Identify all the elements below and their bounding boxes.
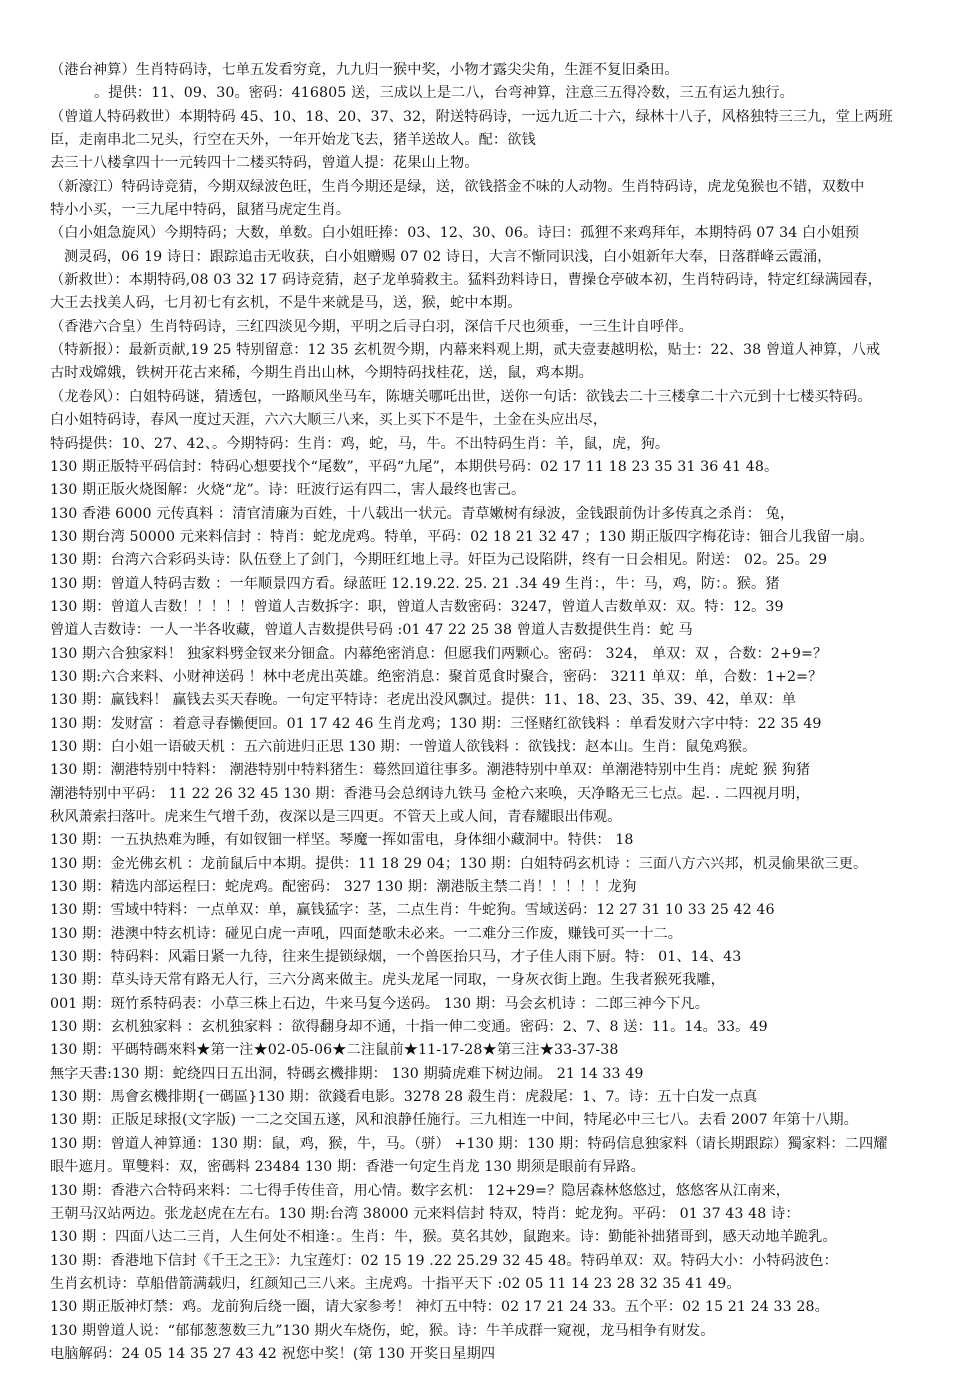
text-line: 特小小买，一三九尾中特码，鼠猪马虎定生肖。 [50, 202, 351, 219]
text-line: （新救世）：本期特码,08 03 32 17 码诗竞猜，赵子龙单骑救主。猛料劲料诗日，曹操仓亭破本初，生肖特码诗，特定红绿满园春， [50, 272, 882, 289]
text-line: 白小姐特码诗，春风一度过天涯，六六大顺三八来，买上买下不是牛，土金在头应出尽， [50, 412, 608, 429]
text-line: 生肖玄机诗：草船借箭满载归，红颜知己三八来。主虎鸡。十指平天下 :02 05 11 14 23 28 32 35 41 49。 [50, 1275, 741, 1292]
text-line: （香港六合皇）生肖特码诗，三红四淡见今期，平明之后寻白羽，深信千尺也须垂，一三生计自呼伴。 [50, 318, 693, 335]
text-line: 130 期：赢钱料！ 赢钱去买天春晚。一句定平特诗：老虎出没风飘过。提供：11、18、23、35、39、42，单双：单 [50, 692, 797, 709]
text-line: 130 期：台湾六合彩码头诗：队伍登上了剑门，今期旺红地上寻。奸臣为己设陷阱，终有一日会相见。附送： 02。25。29 [50, 552, 828, 569]
text-line: （白小姐急旋风）今期特码；大数，单数。白小姐旺捧：03、12、30、06。诗曰：孤狸不来鸡拜年，本期特码 07 34 白小姐预 [50, 225, 860, 242]
text-line: 130 期：玄机独家料 ：玄机独家料 ：欲得翻身却不通，十指一伸二变通。密码：2、7、8 送：11。14。33。49 [50, 1019, 768, 1036]
text-line: 130 期：香港地下信封《千王之王》：九宝莲灯：02 15 19 .22 25.29 32 45 48。特码单双：双。特码大小：小特码波色： [50, 1252, 838, 1269]
text-line: 130 期：一五执热难为睡，有如钗钿一样坚。琴魔一挥如雷电，身体细小藏洞中。特供： 18 [50, 832, 634, 849]
text-line: （港台神算）生肖特码诗，七单五发看穷竟，九九归一猴中奖，小物才露尖尖角，生涯不复旧桑田。 [50, 62, 679, 78]
text-line: 130 期：潮港特别中特料： 潮港特别中特料猪生：蓦然回道往事多。潮港特别中单双：单潮港特别中生肖：虎蛇 猴 狗猪 [50, 762, 811, 779]
text-line: 130 期：曾道人特码吉数 ：一年顺景四方看。绿蓝旺 12.19.22. 25. 21 .34 49 生肖：，牛：马，鸡，防：。猴。猪 [50, 575, 780, 592]
text-line: 130 期正版火烧图解：火烧“龙”。诗：旺波行运有四二，害人最终也害己。 [50, 482, 526, 499]
text-line: 130 期台湾 50000 元来料信封 ：特肖：蛇龙虎鸡。特单，平码：02 18 21 32 47 ；130 期正版四字梅花诗：钿合儿我留一扇。 [50, 528, 874, 545]
text-line: 130 期：金光佛玄机 ：龙前鼠后中本期。提供：11 18 29 04；130 期：白姐特码玄机诗 ：三面八方六兴邦，机灵偷果欲三更。 [50, 855, 868, 872]
text-line: 130 期：白小姐一语破天机 ：五六前进归正思 130 期：一曾道人欲钱料 ：欲钱找：赵本山。生肖：鼠兔鸡猴。 [50, 738, 757, 755]
text-line: 130 期：精选内部运程曰：蛇虎鸡。配密码： 327 130 期：潮港版主禁二肖！！！！！龙狗 [50, 879, 637, 896]
text-line: 电脑解码：24 05 14 35 27 43 42 祝您中奖！(第 130 开奖日星期四 [50, 1345, 496, 1362]
text-line: 130 期：港澳中特玄机诗：碰见白虎一声吼，四面楚歌未必来。一二难分三作废，赚钱可买一十二。 [50, 925, 683, 942]
text-line: 特码提供：10、27、42、。今期特码：生肖：鸡，蛇，马，牛。不出特码生肖：羊，鼠，虎，狗。 [50, 435, 670, 452]
text-line: 130 期曾道人说：“郁郁葱葱数三九”130 期火车烧伤，蛇，猴。诗：牛羊成群一窥视，龙马相争有财发。 [50, 1322, 715, 1339]
text-line: 130 期：曾道人吉数！！！！！曾道人吉数拆字：职，曾道人吉数密码：3247，曾道人吉数单双：双。特：12。39 [50, 598, 784, 615]
text-line: 130 期：特码料：风霜日紧一九待，往来生提锁绿烟，一个兽医抬只马，才子佳人雨下厨。特： 01、14、43 [50, 949, 742, 966]
text-line: 秋风萧索扫落叶。虎来生气增千劲，夜深以是三四更。不管天上或人间，青春耀眼出伟观。 [50, 809, 622, 825]
text-line: 测灵码，06 19 诗日：跟踪追击无收获，白小姐赠赐 07 02 诗日，大言不惭同识浅，白小姐新年大奉，日落群峰云霞涌， [64, 248, 832, 265]
text-line: 001 期：斑竹系特码表：小草三株上石边，牛来马复今送码。 130 期：马会玄机诗 ：二郎三神今下凡。 [50, 995, 709, 1012]
text-line: 130 期：平碼特碼來料★第一注★02-05-06★二注鼠前★11-17-28★第三注★33-37-38 [50, 1042, 619, 1059]
text-line: 130 期：香港六合特码来料：二七得手传佳音，用心情。数字玄机： 12+29=？隐居森林悠悠过，悠悠客从江南来， [50, 1182, 791, 1199]
text-line: 130 期正版神灯禁：鸡。龙前狗后绕一圈，请大家参考！ 神灯五中特：02 17 21 24 33。五个平：02 15 21 24 33 28。 [50, 1299, 829, 1316]
document-page [50, 59, 970, 1366]
text-line: 眼牛遮月。單雙料：双，密碼料 23484 130 期：香港一句定生肖龙 130 期须是眼前有异路。 [50, 1159, 645, 1176]
text-line: 去三十八楼拿四十一元转四十二楼买特码，曾道人提：花果山上物。 [50, 155, 479, 172]
text-line: 。提供：11、09、30。密码：416805 送，三成以上是二八，台弯神算，注意三五得冷数，三五有运九独行。 [94, 85, 794, 102]
text-line: 潮港特别中平码： 11 22 26 32 45 130 期：香港马会总纲诗九铁马 金枪六来唤，天净略无三七点。起. . 二四视月明， [50, 785, 810, 802]
text-line: 無字天書:130 期：蛇绕四日五出洞，特碼玄機排期： 130 期骑虎难下树边闹。 21 14 33 49 [50, 1065, 644, 1082]
text-line: （新濠江）特码诗竞猜，今期双绿波色旺，生肖今期还是绿，送，欲钱搭金不味的人动物。生肖特码诗，虎龙兔猴也不错，双数中 [50, 178, 865, 195]
text-line: 130 期：雪域中特料：一点单双：单，赢钱猛字：茎，二点生肖：牛蛇狗。雪域送码：12 27 31 10 33 25 42 46 [50, 902, 775, 919]
text-line: （龙卷风）：白姐特码谜，猜透包，一路顺风坐马车，陈塘关哪吒出世，送你一句话：欲钱去二十三楼拿二十六元到十七楼买特码。 [50, 388, 872, 405]
text-line: 臣，走南串北二兄头，行空在天外，一年开始龙飞去，猪羊送故人。配：欲钱 [50, 132, 536, 149]
text-line: 130 期 ：四面八达二三肖，人生何处不相逢：。生肖：牛，猴。莫名其妙，鼠跑来。诗：勤能补拙猪哥到，感天动地羊跪乳。 [50, 1229, 837, 1246]
text-line: 大王去找美人码，七月初七有玄机，不是牛来就是马，送，猴，蛇中本期。 [50, 295, 522, 312]
text-line: 130 期六合独家料！ 独家料劈金钗来分钿盒。内幕绝密消息：但愿我们两颗心。密码： 324， 单双：双 ，合数：2+9=？ [50, 645, 828, 662]
text-line: 130 期：馬會玄機排期{一碼區}130 期：欲錢看电影。3278 28 殺生肖：虎殺尾：1、7。诗：五十白发一点真 [50, 1089, 758, 1106]
text-line: 130 期：发财富 ：着意寻春懒便回。01 17 42 46 生肖龙鸡；130 期：三怪赌红欲钱料 ：单看发财六字中特：22 35 49 [50, 715, 822, 732]
text-line: 130 期：正版足球报(文字版) 一二之交国五遂，风和浪静任施行。三九相连一中间，特尾必中三七八。去看 2007 年第十八期。 [50, 1112, 858, 1129]
text-line: 曾道人吉数诗：一人一半各收藏，曾道人吉数提供号码 :01 47 22 25 38 曾道人吉数提供生肖：蛇 马 [50, 622, 693, 639]
text-line: 130 期:六合来料、小财神送码 ！林中老虎出英雄。绝密消息：聚首觅食时聚合，密码： 3211 单双：单，合数：1+2=？ [50, 668, 823, 685]
text-line: （曾道人特码救世）本期特码 45、10、18、20、37、32，附送特码诗，一远九近二十六，绿林十八子，风格独特三三九，堂上两班 [50, 108, 893, 125]
text-line: 王朝马汉站两边。张龙赵虎在左右。130 期:台湾 38000 元来料信封 特双，特肖：蛇龙狗。平码： 01 37 43 48 诗： [50, 1205, 800, 1222]
text-line: 130 期：曾道人神算通：130 期：鼠，鸡，猴，牛，马。（骈） +130 期：130 期：特码信息独家料（请长期跟踪）獨家料：二四耀 [50, 1135, 888, 1152]
text-line: （特新报）：最新贡献,19 25 特别留意：12 35 玄机贺今期，内幕来料观上期，贰夫壹妻越明松，贴士：22、38 曾道人神算，八戒 [50, 342, 881, 359]
text-line: 130 香港 6000 元传真料 ：清官清廉为百姓，十八载出一状元。青草嫩树有绿波，金钱跟前伪计多传真之杀肖： 兔， [50, 505, 795, 522]
text-line: 130 期正版特平码信封：特码心想要找个“尾数”，平码“九尾”，本期供号码：02 17 11 18 23 35 31 36 41 48。 [50, 458, 779, 475]
text-line: 古时戏嫦娥，铁树开花古来稀，今期生肖出山林，今期特码找桂花，送，鼠，鸡本期。 [50, 365, 593, 382]
text-line: 130 期：草头诗天常有路无人行，三六分离来做主。虎头龙尾一同取，一身灰衣街上跑。生我者猴死我雕， [50, 972, 725, 989]
